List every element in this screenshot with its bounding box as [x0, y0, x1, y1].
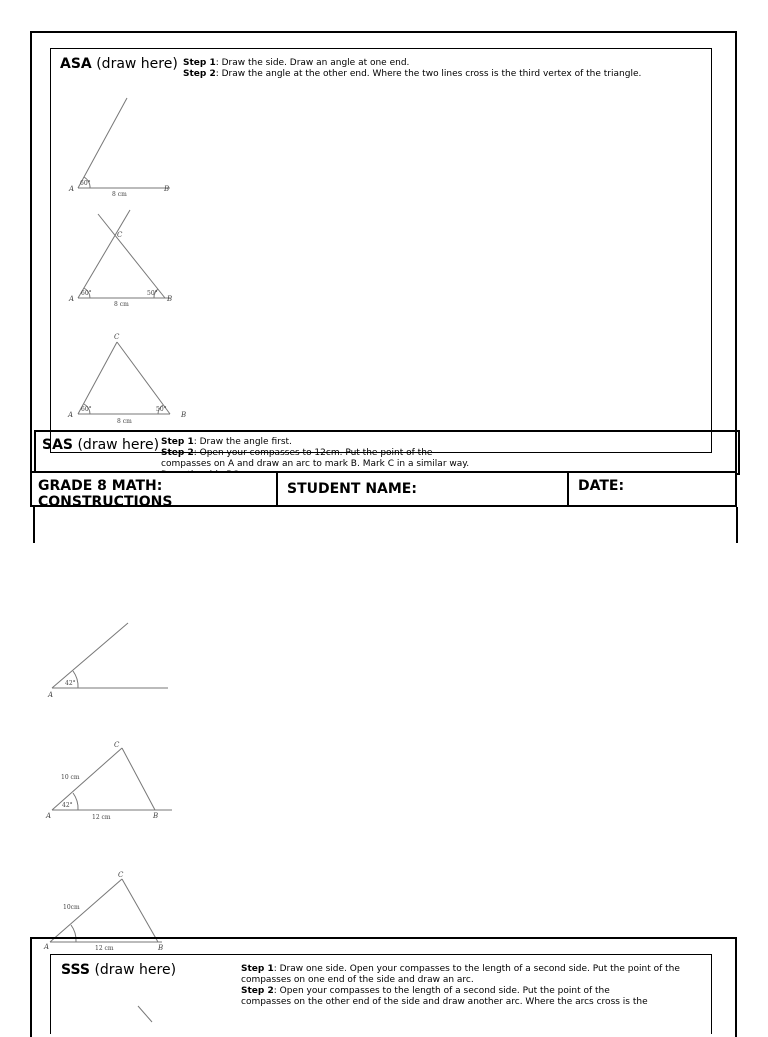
sas-fig3-label-a: A — [44, 943, 50, 951]
asa-figure-2 — [78, 210, 170, 298]
sss-step-1 — [241, 964, 701, 975]
sas-title-rest: (draw here) — [73, 437, 160, 453]
sas-fig2-angle: 42° — [62, 802, 73, 809]
frame-right-edge — [736, 507, 738, 543]
asa-title — [60, 56, 178, 76]
header-date[interactable]: DATE: — [578, 478, 625, 494]
sas-fig2-label-a: A — [46, 812, 52, 820]
asa-figures — [60, 92, 190, 427]
asa-figure-3 — [78, 342, 170, 414]
asa-fig1-angle: 60° — [80, 180, 91, 187]
sss-step-2-cont: compasses on the other end of the side and draw another arc. Where the arcs cross is the — [241, 997, 648, 1007]
sss-title-bold: SSS — [61, 962, 90, 978]
sas-fig3-side-ac: 10cm — [63, 904, 80, 911]
asa-fig3-label-a: A — [68, 411, 74, 419]
sas-fig2-label-b: B — [153, 812, 159, 820]
asa-fig2-angle-a: 60° — [81, 290, 92, 297]
header-grade: GRADE 8 MATH: CONSTRUCTIONS — [38, 478, 173, 505]
sss-step-1-text: : Draw one side. Open your compasses to the length of a second side. Put the point of the — [273, 964, 680, 974]
sss-step-2-text: : Open your compasses to the length of a second side. Put the point of the — [273, 986, 610, 996]
sas-title-bold: SAS — [42, 437, 74, 453]
header-divider-2 — [567, 471, 569, 507]
sss-step-1-cont: compasses on one end of the side and draw an arc. — [241, 975, 474, 985]
asa-fig2-side: 8 cm — [114, 301, 129, 308]
frame-left-edge — [33, 507, 35, 543]
sas-fig3-side-ab: 12 cm — [95, 945, 114, 952]
sss-step-2-label: Step 2 — [241, 986, 274, 996]
sas-fig2-side-ab: 12 cm — [92, 814, 111, 821]
sss-step-2 — [241, 986, 701, 997]
asa-fig1-side: 8 cm — [112, 191, 127, 198]
asa-fig3-angle-b: 50° — [156, 406, 167, 413]
asa-fig2-label-c: C — [117, 231, 123, 239]
sss-steps[interactable] — [241, 964, 701, 1024]
asa-fig2-label-b: B — [167, 295, 173, 303]
asa-fig1-label-a: A — [69, 185, 75, 193]
sss-figure-fragment — [130, 1004, 160, 1024]
asa-fig2-label-a: A — [69, 295, 75, 303]
sas-step-2-text: : Open your compasses to 12cm. Put the point of the compasses on A and draw an arc to mark B. Mark C in a similar way. — [161, 448, 470, 469]
header-divider-1 — [276, 471, 278, 507]
header-student-name[interactable]: STUDENT NAME: — [287, 481, 417, 497]
sss-title-rest: (draw here) — [90, 962, 177, 978]
sss-step-1-label: Step 1 — [241, 964, 274, 974]
asa-figure-1 — [78, 98, 170, 188]
asa-steps[interactable] — [183, 58, 663, 88]
asa-title-bold: ASA — [60, 56, 92, 72]
sas-fig1-label-a: A — [48, 691, 54, 699]
sas-step-1-label: Step 1 — [161, 437, 194, 447]
sas-step-1 — [161, 437, 483, 448]
asa-step-2-text: : Draw the angle at the other end. Where the two lines cross is the third vertex of the triangle. — [215, 69, 642, 79]
asa-fig3-angle-a: 60° — [81, 406, 92, 413]
sas-fig3-label-c: C — [118, 871, 124, 879]
sas-fig1-angle: 42° — [65, 680, 76, 687]
asa-fig3-label-b: B — [181, 411, 187, 419]
sas-fig2-label-c: C — [114, 741, 120, 749]
sas-figures — [40, 615, 180, 955]
asa-title-rest: (draw here) — [91, 56, 178, 72]
sas-step-2-label: Step 2 — [161, 448, 194, 458]
sas-fig2-side-ac: 10 cm — [61, 774, 80, 781]
asa-step-1-text: : Draw the side. Draw an angle at one end. — [215, 58, 410, 68]
asa-fig1-label-b: B — [164, 185, 170, 193]
asa-step-1 — [183, 58, 663, 69]
sas-step-1-text: : Draw the angle first. — [193, 437, 292, 447]
asa-fig2-angle-b: 50° — [147, 290, 158, 297]
sas-title — [42, 437, 160, 455]
asa-step-2-label: Step 2 — [183, 69, 216, 79]
asa-step-2 — [183, 69, 663, 80]
sas-fig3-label-b: B — [158, 944, 164, 952]
asa-fig3-label-c: C — [114, 333, 120, 341]
sas-figure-1 — [52, 623, 168, 688]
asa-step-1-label: Step 1 — [183, 58, 216, 68]
asa-fig3-side: 8 cm — [117, 418, 132, 425]
sss-title — [61, 962, 179, 982]
